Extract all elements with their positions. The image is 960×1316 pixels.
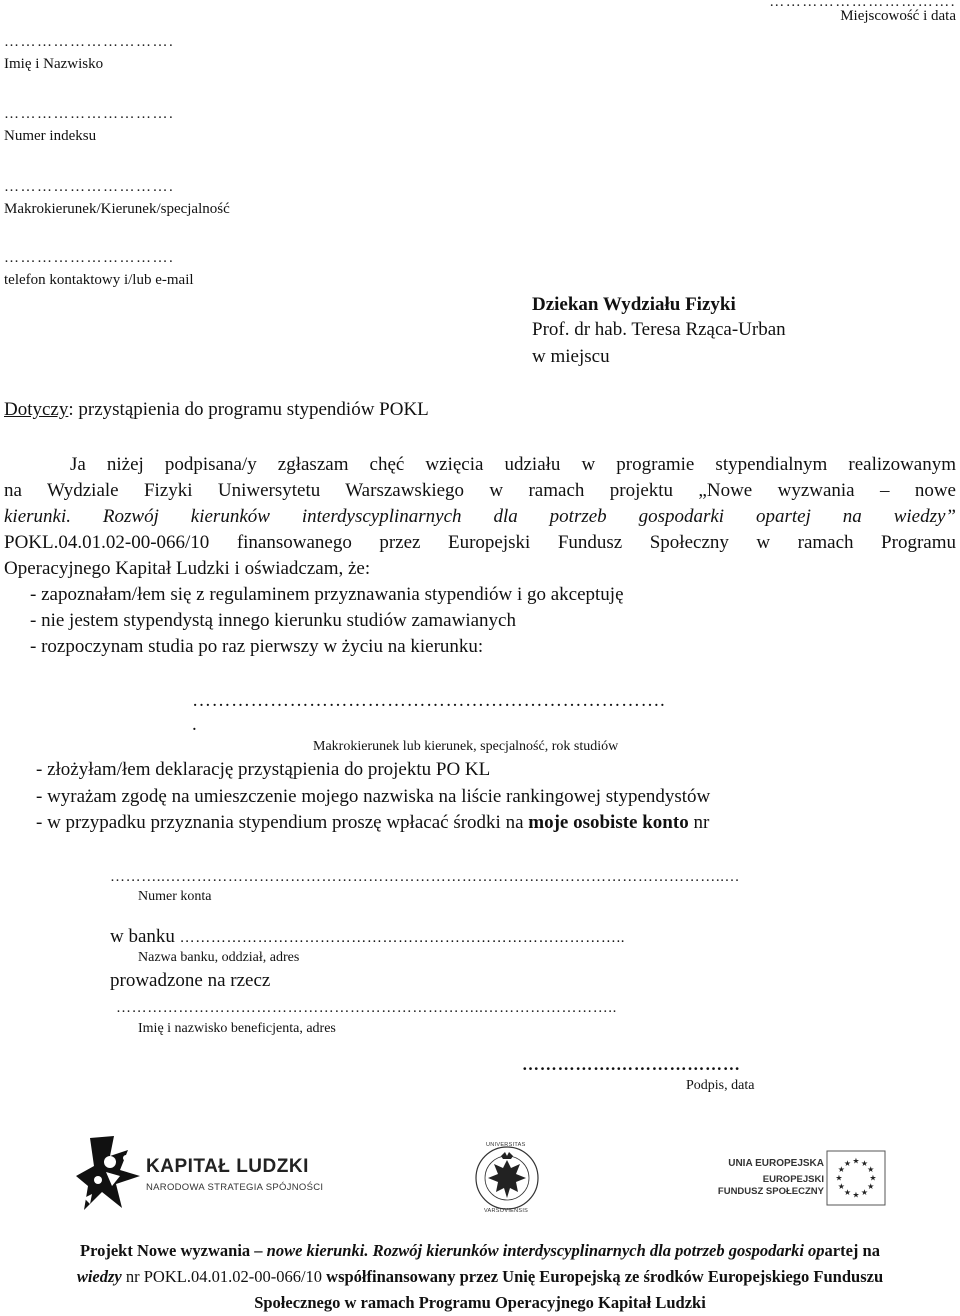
footer-project-name: nowe kierunki. Rozwój kierunków interdyscyplinarnych dla potrzeb gospodarki op <box>266 1241 825 1260</box>
eu-star-icon: ★ <box>867 1165 875 1174</box>
paragraph-line-5: Operacyjnego Kapitał Ludzki i oświadczam, że: <box>4 558 371 579</box>
beneficiary-label: Imię i nazwisko beneficjenta, adres <box>138 1021 336 1036</box>
beneficiary-prefix: prowadzone na rzecz <box>110 970 271 991</box>
paragraph-line-3: kierunki. Rozwój kierunków interdyscyplinarnych dla potrzeb gospodarki opartej na wiedzy” <box>4 506 956 527</box>
account-suffix: nr <box>688 812 710 833</box>
footer-cofinance: współfinansowany przez Unię Europejską ze środków Europejskiego Funduszu <box>326 1267 884 1286</box>
statement-declaration: - złożyłam/łem deklarację przystąpienia do projektu PO KL <box>36 759 491 780</box>
contact-label: telefon kontaktowy i/lub e-mail <box>4 272 194 288</box>
subject-line <box>4 399 429 421</box>
addressee-location: w miejscu <box>532 346 610 367</box>
addressee-name: Prof. dr hab. Teresa Rząca-Urban <box>532 319 786 340</box>
project-footer <box>4 1238 956 1316</box>
bank-label: Nazwa banku, oddział, adres <box>138 950 300 965</box>
subject-text: : przystąpienia do programu stypendiów POKL <box>68 399 429 420</box>
footer-line-2 <box>4 1264 956 1290</box>
date-label: Miejscowość i data <box>840 8 956 24</box>
kl-title: KAPITAŁ LUDZKI <box>146 1156 309 1177</box>
field-of-study-dots: …………………………. <box>4 179 175 195</box>
bank-prefix: w banku <box>110 926 180 947</box>
statement-first-study: - rozpoczynam studia po raz pierwszy w życiu na kierunku: <box>30 636 484 657</box>
index-label: Numer indeksu <box>4 128 97 144</box>
eu-star-icon: ★ <box>837 1182 845 1191</box>
subject-prefix: Dotyczy <box>4 399 69 420</box>
kapital-ludzki-emblem-icon <box>76 1136 142 1212</box>
uw-seal-top-text: UNIVERSITAS <box>486 1142 526 1148</box>
statement-account <box>36 812 709 834</box>
university-warsaw-logo <box>472 1140 542 1220</box>
footer-project-label: Projekt Nowe wyzwania – <box>80 1241 267 1260</box>
addressee-title: Dziekan Wydziału Fizyki <box>532 294 736 315</box>
bank-dots: ………………………………………………………………………….. <box>179 930 626 946</box>
footer-project-number: nr POKL.04.01.02-00-066/10 <box>121 1267 327 1286</box>
eu-fund-line1: EUROPEJSKI <box>762 1174 824 1185</box>
field-of-study-fill-label: Makrokierunek lub kierunek, specjalność, rok studiów <box>313 739 619 754</box>
signature-label: Podpis, data <box>686 1078 755 1093</box>
field-of-study-fill-dot: . <box>192 714 197 735</box>
statement-not-scholar: - nie jestem stypendystą innego kierunku studiów zamawianych <box>30 610 516 631</box>
paragraph-line-2: na Wydziale Fizyki Uniwersytetu Warszawskiego w ramach projektu „Nowe wyzwania – nowe <box>4 480 956 501</box>
declaration-paragraph <box>4 452 956 582</box>
footer-line-1 <box>4 1238 956 1264</box>
eu-star-icon: ★ <box>860 1158 869 1168</box>
eu-title: UNIA EUROPEJSKA <box>728 1158 824 1169</box>
contact-dots: …………………………. <box>4 250 175 266</box>
statement-ranking-consent: - wyrażam zgodę na umieszczenie mojego nazwiska na liście rankingowej stypendystów <box>36 786 711 807</box>
kapital-ludzki-logo <box>76 1136 324 1212</box>
beneficiary-dots: ……………………………………………………………..…………………….. <box>116 1000 617 1016</box>
footer-line-3: Społecznego w ramach Programu Operacyjnego Kapitał Ludzki <box>254 1293 706 1312</box>
index-dots: …………………………. <box>4 106 175 122</box>
account-number-dots: ………..……………………………………………………………….……………………………..… <box>110 869 741 885</box>
own-account-emphasis: moje osobiste konto <box>528 812 689 833</box>
date-dots: ……………………………. <box>769 0 956 10</box>
eu-star-icon: ★ <box>843 1188 852 1198</box>
footer-project-name-end: artej na <box>824 1241 880 1260</box>
eu-flag-icon <box>826 1150 886 1206</box>
name-label: Imię i Nazwisko <box>4 56 104 72</box>
eu-star-icon: ★ <box>852 1156 860 1166</box>
field-of-study-label: Makrokierunek/Kierunek/specjalność <box>4 201 230 217</box>
bank-line <box>110 926 625 948</box>
paragraph-line-4: POKL.04.01.02-00-066/10 finansowanego przez Europejski Fundusz Społeczny w ramach Programu <box>4 532 956 553</box>
uw-seal-bottom-text: VARSOVIENSIS <box>484 1208 529 1214</box>
kl-subtitle: NARODOWA STRATEGIA SPÓJNOŚCI <box>146 1182 324 1193</box>
eu-star-icon: ★ <box>843 1158 852 1168</box>
name-dots: …………………………. <box>4 34 175 50</box>
eu-star-icon: ★ <box>860 1188 869 1198</box>
paragraph-line-1: Ja niżej podpisana/y zgłaszam chęć wzięcia udziału w programie stypendialnym realizowanym <box>70 454 956 475</box>
eu-logo <box>706 1150 886 1210</box>
field-of-study-fill-dots: ………………………………………………………………. <box>192 690 666 711</box>
account-number-label: Numer konta <box>138 889 212 904</box>
eu-fund-line2: FUNDUSZ SPOŁECZNY <box>717 1186 824 1197</box>
eu-star-icon: ★ <box>835 1173 843 1183</box>
eu-star-icon: ★ <box>852 1190 860 1200</box>
statement-regulations: - zapoznałam/łem się z regulaminem przyznawania stypendiów i go akceptuję <box>30 584 624 605</box>
signature-dots: …………….………………… <box>522 1055 741 1074</box>
eu-star-icon: ★ <box>867 1182 875 1191</box>
footer-project-name-tail: wiedzy <box>76 1267 122 1286</box>
eu-star-icon: ★ <box>869 1173 877 1183</box>
eu-star-icon: ★ <box>837 1165 845 1174</box>
account-prefix: - w przypadku przyznania stypendium proszę wpłacać środki na <box>36 812 529 833</box>
